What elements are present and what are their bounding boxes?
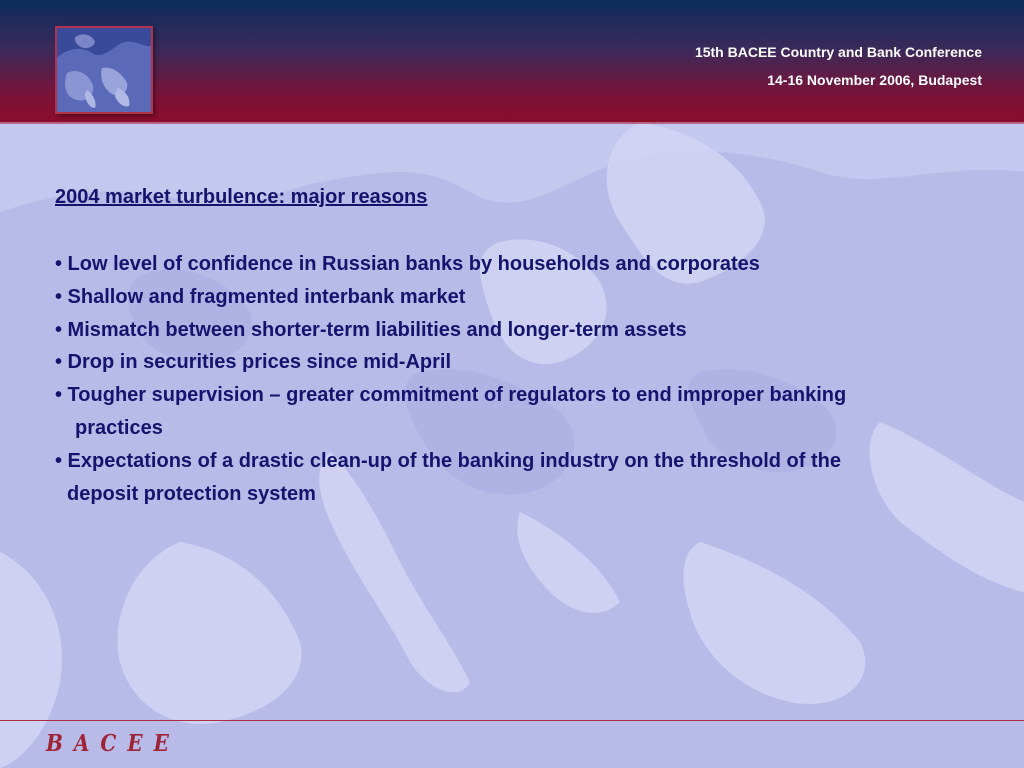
bullet-item [55, 314, 985, 347]
bullet-text: • Shallow and fragmented interbank market [55, 285, 466, 308]
bullet-item [55, 379, 985, 445]
bullet-text-continuation: deposit protection system [67, 482, 316, 505]
bullet-item [55, 281, 985, 314]
bullet-text: • Mismatch between shorter-term liabilities and longer-term assets [55, 318, 687, 341]
header-band [0, 0, 1024, 122]
bullet-item [55, 248, 985, 281]
bacee-logo: BACEE [46, 729, 180, 757]
conference-date: 14-16 November 2006, Budapest [767, 72, 982, 88]
slide-content [55, 185, 985, 510]
slide-heading: 2004 market turbulence: major reasons [55, 186, 428, 208]
bullet-text: • Drop in securities prices since mid-April [55, 351, 452, 374]
bullet-item [55, 346, 985, 379]
europe-map-thumbnail [55, 26, 153, 114]
bullet-item [55, 445, 985, 511]
bullet-text: • Tougher supervision – greater commitment of regulators to end improper banking [55, 384, 847, 407]
conference-title: 15th BACEE Country and Bank Conference [694, 44, 982, 60]
header-divider [0, 122, 1024, 124]
bullet-text: • Expectations of a drastic clean-up of the banking industry on the threshold of the [55, 449, 841, 472]
bullet-text: • Low level of confidence in Russian banks by households and corporates [55, 253, 760, 275]
footer-divider [0, 720, 1024, 721]
bullet-text-continuation: practices [75, 416, 163, 439]
